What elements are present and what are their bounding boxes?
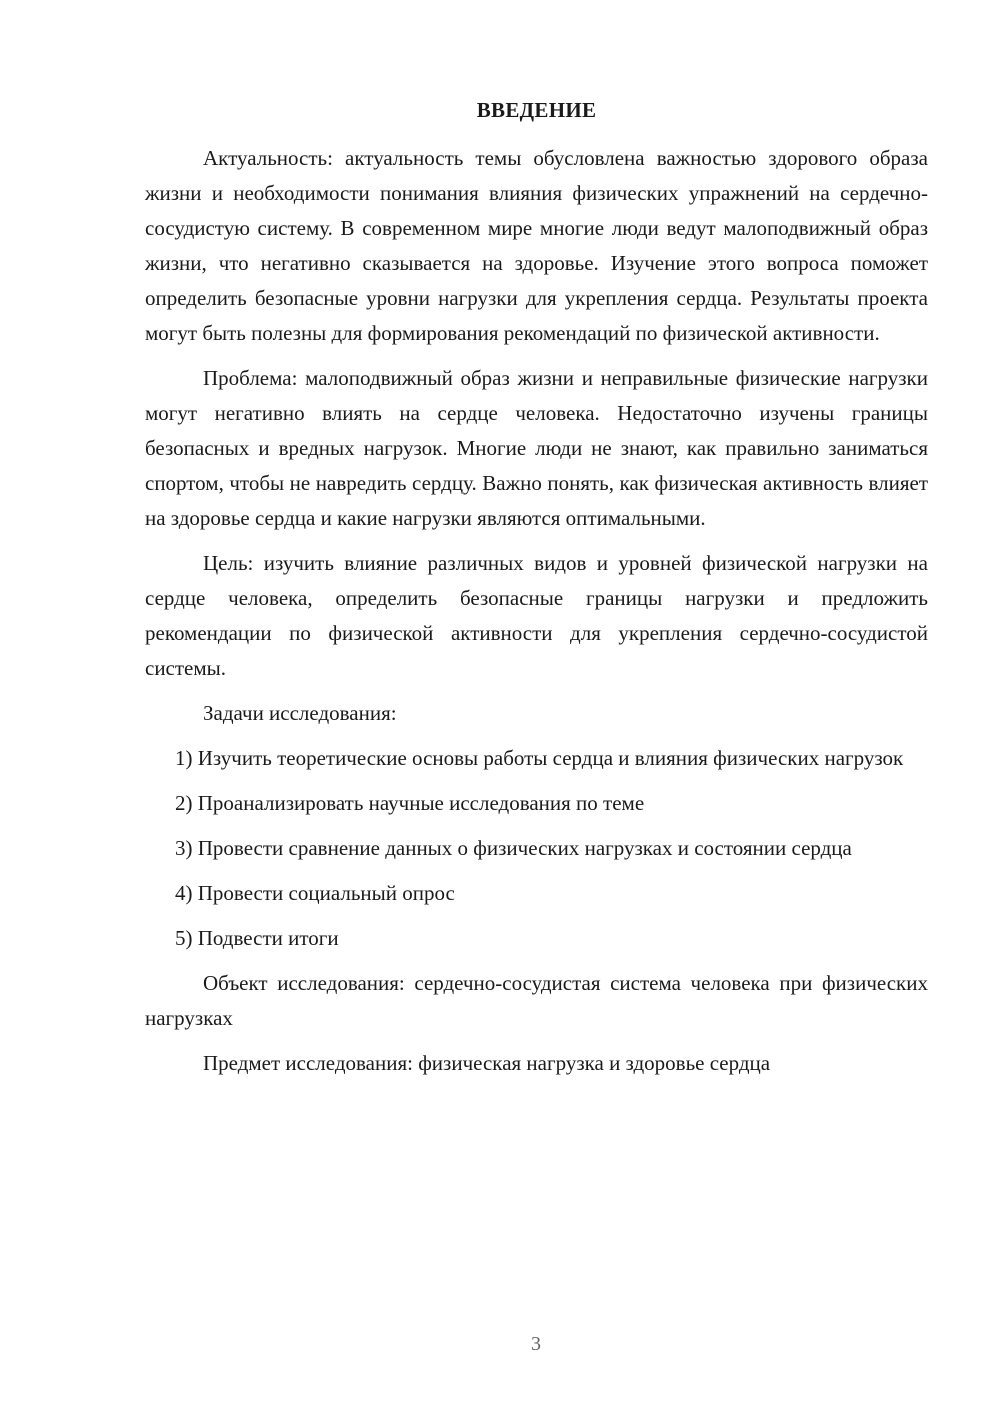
goal-paragraph: Цель: изучить влияние различных видов и уровней физической нагрузки на сердце человека, определить безопасные границы нагрузки и предложить рекомендации по физической активности для укрепления сердечно-сосудистой системы. (145, 551, 928, 680)
page-number: 3 (531, 1333, 541, 1355)
document-page (145, 95, 928, 1091)
task-item: 5) Подвести итоги (175, 926, 339, 950)
problem-paragraph: Проблема: малоподвижный образ жизни и неправильные физические нагрузки могут негативно влиять на сердце человека. Недостаточно изучены границы безопасных и вредных нагрузок. Многие люди не знают, как правильно заниматься спортом, чтобы не навредить сердцу. Важно понять, как физическая активность влияет на здоровье сердца и какие нагрузки являются оптимальными. (145, 366, 928, 530)
tasks-heading: Задачи исследования: (203, 701, 397, 725)
task-item: 3) Провести сравнение данных о физических нагрузках и состоянии сердца (175, 836, 852, 860)
subject-paragraph: Предмет исследования: физическая нагрузка и здоровье сердца (203, 1051, 771, 1075)
task-item: 2) Проанализировать научные исследования по теме (175, 791, 645, 815)
task-item: 4) Провести социальный опрос (175, 881, 455, 905)
page-title: ВВЕДЕНИЕ (476, 98, 597, 122)
task-item: 1) Изучить теоретические основы работы сердца и влияния физических нагрузок (175, 746, 904, 770)
relevance-paragraph: Актуальность: актуальность темы обусловлена важностью здорового образа жизни и необходимости понимания влияния физических упражнений на сердечно-сосудистую систему. В современном мире многие люди ведут малоподвижный образ жизни, что негативно сказывается на здоровье. Изучение этого вопроса поможет определить безопасные уровни нагрузки для укрепления сердца. Результаты проекта могут быть полезны для формирования рекомендаций по физической активности. (145, 146, 928, 345)
object-paragraph: Объект исследования: сердечно-сосудистая система человека при физических нагрузках (145, 971, 928, 1030)
